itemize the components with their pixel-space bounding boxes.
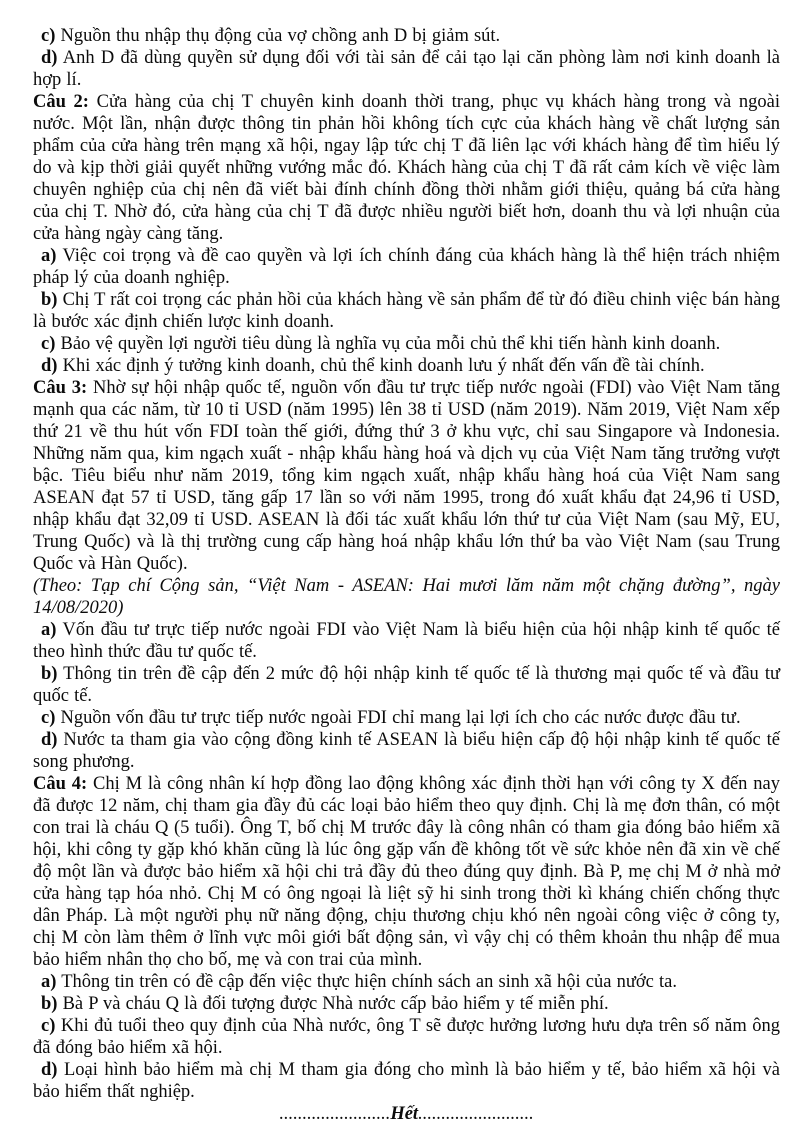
option-label: c) [41,334,56,354]
question-label: Câu 4: [33,774,88,794]
option-label: c) [41,1016,56,1036]
question-paragraph [33,377,780,575]
option-text: Nguồn vốn đầu tư trực tiếp nước ngoài FDI chỉ mang lại lợi ích cho các nước được đầu tư. [60,708,741,728]
question-paragraph [33,773,780,971]
option-paragraph [33,1015,780,1059]
option-paragraph [33,245,780,289]
option-paragraph [33,1059,780,1103]
question-label: Câu 3: [33,378,88,398]
option-text: Khi xác định ý tưởng kinh doanh, chủ thể kinh doanh lưu ý nhất đến vấn đề tài chính. [62,356,705,376]
footer-dots-left: ........................ [279,1104,391,1124]
option-label: b) [41,664,58,684]
question-text: Nhờ sự hội nhập quốc tế, nguồn vốn đầu tư trực tiếp nước ngoài (FDI) vào Việt Nam tăng mạnh qua các năm, từ 10 tỉ USD (năm 1995) lên 38 tỉ USD (năm 2019). Năm 2019, Việt Nam xếp thứ 21 về thu hút vốn FDI toàn thế giới, đứng thứ 3 ở khu vực, chỉ sau Singapore và Indonesia. Những năm qua, kim ngạch xuất - nhập khẩu hàng hoá và dịch vụ của Việt Nam tăng trưởng vượt bậc. Tiêu biểu như năm 2019, tổng kim ngạch xuất, nhập khẩu hàng hoá của Việt Nam sang ASEAN đạt 57 tỉ USD, tăng gấp 17 lần so với năm 1995, trong đó xuất khẩu đạt 24,96 tỉ USD, nhập khẩu đạt 32,09 tỉ USD. ASEAN là đối tác xuất khẩu lớn thứ tư của Việt Nam (sau Mỹ, EU, Trung Quốc) và là thị trường cung cấp hàng hoá nhập khẩu lớn thứ ba vào Việt Nam (sau Trung Quốc và Hàn Quốc). [33,378,781,574]
option-paragraph [33,25,780,47]
option-label: b) [41,994,58,1014]
option-paragraph [33,47,780,91]
option-text: Bà P và cháu Q là đối tượng được Nhà nước cấp bảo hiểm y tế miễn phí. [62,994,609,1014]
option-text: Loại hình bảo hiểm mà chị M tham gia đóng cho mình là bảo hiểm y tế, bảo hiểm xã hội và bảo hiểm thất nghiệp. [33,1060,780,1102]
option-label: a) [41,246,57,266]
option-paragraph [33,333,780,355]
option-paragraph [33,971,780,993]
option-label: d) [41,48,58,68]
option-text: Chị T rất coi trọng các phản hồi của khách hàng về sản phẩm để từ đó điều chinh việc bán hàng là bước xác định chiến lược kinh doanh. [33,290,781,332]
option-paragraph [33,619,780,663]
question-text: Cửa hàng của chị T chuyên kinh doanh thời trang, phục vụ khách hàng trong và ngoài nước. Một lần, nhận được thông tin phản hồi không tích cực của khách hàng về chất lượng sản phẩm của cửa hàng trên mạng xã hội, ngay lập tức chị T đã liên lạc với khách hàng để tìm hiểu lý do và kịp thời giải quyết những vướng mắc đó. Khách hàng của chị T đã rất cảm kích về việc làm chuyên nghiệp của chị nên đã viết bài đính chính đồng thời nhằm giới thiệu, quảng bá cửa hàng của chị T. Nhờ đó, cửa hàng của chị T đã được nhiều người biết hơn, doanh thu và lợi nhuận của cửa hàng ngày càng tăng. [33,92,781,244]
option-text: Khi đủ tuổi theo quy định của Nhà nước, ông T sẽ được hưởng lương hưu dựa trên số năm ông đã đóng bảo hiểm xã hội. [33,1016,780,1058]
option-paragraph [33,663,780,707]
option-label: a) [41,972,57,992]
question-paragraph [33,91,780,245]
end-marker [33,1103,780,1125]
option-text: Anh D đã dùng quyền sử dụng đối với tài sản để cải tạo lại căn phòng làm nơi kinh doanh là hợp lí. [33,48,780,90]
option-paragraph [33,355,780,377]
option-text: Thông tin trên có đề cập đến việc thực hiện chính sách an sinh xã hội của nước ta. [61,972,677,992]
option-label: a) [41,620,57,640]
question-text: Chị M là công nhân kí hợp đồng lao động không xác định thời hạn với công ty X đến nay đã được 12 năm, chị tham gia đầy đủ các loại bảo hiểm theo quy định. Chị là mẹ đơn thân, có một con trai là cháu Q (5 tuổi). Ông T, bố chị M trước đây là công nhân có tham gia đóng bảo hiểm xã hội, khi công ty gặp khó khăn cũng là lúc ông gặp vấn đề không tốt về sức khỏe nên đã xin về chế độ một lần và được bảo hiểm xã hội chi trả đầy đủ theo đúng quy định. Bà P, mẹ chị M ở nhà mở cửa hàng tạp hóa nhỏ. Chị M có ông ngoại là liệt sỹ hi sinh trong thời kì kháng chiến chống thực dân Pháp. Là một người phụ nữ năng động, chịu thương chịu khó nên ngoài công việc ở công ty, chị M còn làm thêm ở lĩnh vực môi giới bất động sản, vì vậy chị có thêm khoản thu nhập để mua bảo hiểm nhân thọ cho bố, mẹ và con trai của mình. [33,774,781,970]
option-text: Bảo vệ quyền lợi người tiêu dùng là nghĩa vụ của mỗi chủ thể khi tiến hành kinh doanh. [60,334,721,354]
option-paragraph [33,707,780,729]
citation-text: (Theo: Tạp chí Cộng sản, “Việt Nam - ASEAN: Hai mươi lăm năm một chặng đường”, ngày 14/08/2020) [33,576,780,618]
option-label: b) [41,290,58,310]
option-text: Nguồn thu nhập thụ động của vợ chồng anh D bị giảm sút. [60,26,501,46]
option-text: Việc coi trọng và đề cao quyền và lợi ích chính đáng của khách hàng là thể hiện trách nhiệm pháp lý của doanh nghiệp. [33,246,781,288]
option-paragraph [33,289,780,333]
option-label: d) [41,356,58,376]
option-text: Vốn đầu tư trực tiếp nước ngoài FDI vào Việt Nam là biểu hiện của hội nhập kinh tế quốc tế theo hình thức đầu tư quốc tế. [33,620,780,662]
option-label: c) [41,708,56,728]
footer-label: Hết [390,1104,419,1124]
option-label: d) [41,730,58,750]
footer-dots-right: ......................... [418,1104,534,1124]
citation-paragraph [33,575,780,619]
option-text: Nước ta tham gia vào cộng đồng kinh tế ASEAN là biểu hiện cấp độ hội nhập kinh tế quốc tế song phương. [33,730,780,772]
option-paragraph [33,729,780,773]
exam-body [33,25,780,1103]
option-label: c) [41,26,56,46]
option-paragraph [33,993,780,1015]
question-label: Câu 2: [33,92,89,112]
option-text: Thông tin trên đề cập đến 2 mức độ hội nhập kinh tế quốc tế là thương mại quốc tế và đầu tư quốc tế. [33,664,780,706]
option-label: d) [41,1060,58,1080]
